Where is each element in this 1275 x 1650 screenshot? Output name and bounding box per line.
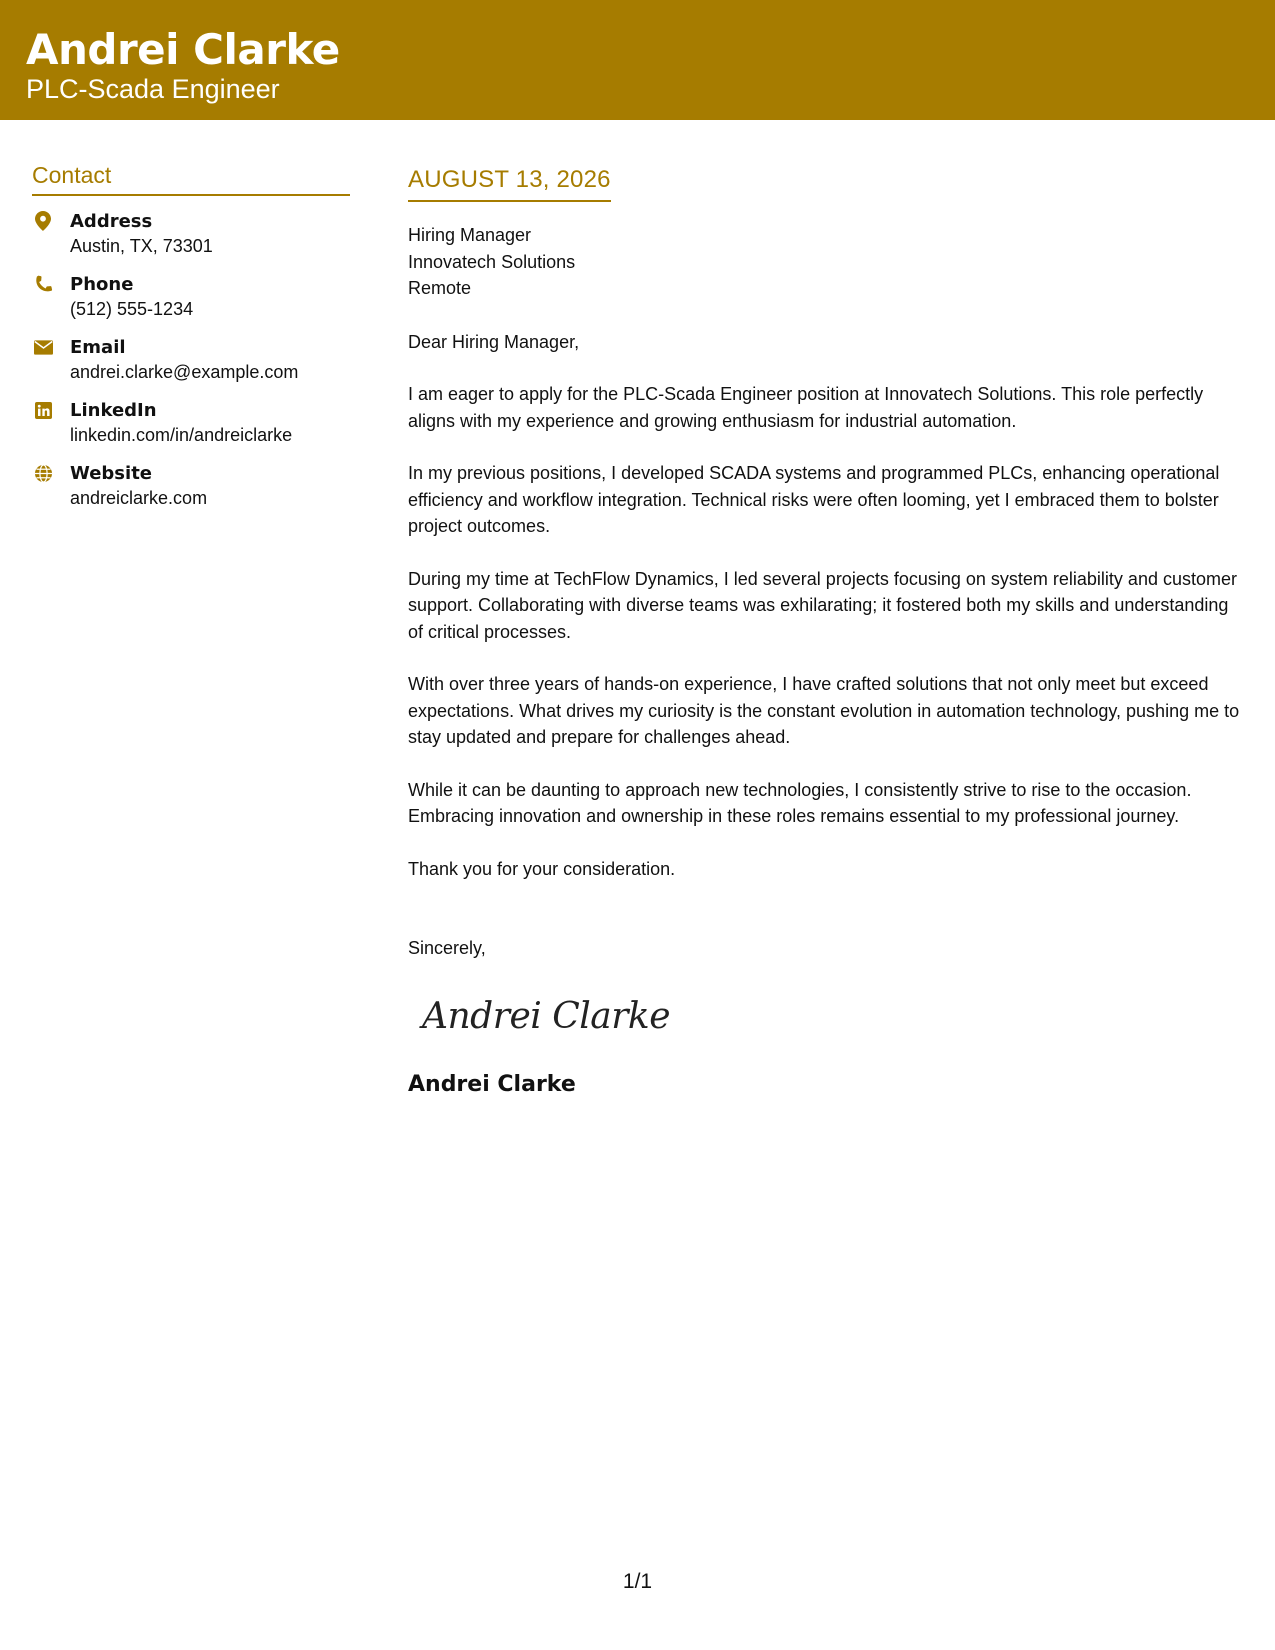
globe-icon [32,462,54,484]
paragraph: In my previous positions, I developed SCADA systems and programmed PLCs, enhancing operational efficiency and workflow integration. Technical risks were often looming, yet I embraced them to bolster project outcomes. [408,463,1220,536]
recipient-company: Innovatech Solutions [408,251,576,272]
contact-value-address: Austin, TX, 73301 [70,236,213,256]
contact-item-phone [32,273,350,336]
contact-item-address [32,210,350,273]
contact-label-linkedin: LinkedIn [70,400,157,421]
contact-item-website [32,462,350,525]
paragraph: I am eager to apply for the PLC-Scada Engineer position at Innovatech Solutions. This role perfectly aligns with my experience and growing enthusiasm for industrial automation. [408,384,1204,431]
contact-label-email: Email [70,337,126,358]
recipient-location: Remote [408,278,472,298]
contact-section-title: Contact [32,160,350,196]
contact-label-address: Address [70,211,153,232]
paragraph: Thank you for your consideration. [408,858,676,879]
map-pin-icon [32,210,54,232]
signer-name: Andrei Clarke [408,1071,576,1097]
paragraph: With over three years of hands-on experience, I have crafted solutions that not only meet but exceed expectations. What drives my curiosity is the constant evolution in automation technology, pushing me to stay updated and prepare for challenges ahead. [408,674,1240,747]
contact-item-linkedin [32,399,350,462]
contact-list [32,210,350,525]
handwritten-signature: Andrei Clarke [422,995,671,1037]
salutation: Dear Hiring Manager, [408,331,580,352]
contact-value-linkedin: linkedin.com/in/andreiclarke [70,425,293,445]
page-number: 1/1 [622,1570,653,1593]
letter-date: AUGUST 13, 2026 [408,164,611,202]
contact-sidebar [32,160,350,525]
closing: Sincerely, [408,938,486,958]
paragraph: While it can be daunting to approach new technologies, I consistently strive to rise to the occasion. Embracing innovation and ownership in these roles remains essential to my professional journey. [408,779,1192,826]
cover-letter-body [408,164,1248,1100]
recipient-name: Hiring Manager [408,225,532,245]
candidate-title: PLC-Scada Engineer [26,74,280,104]
contact-label-phone: Phone [70,274,134,295]
header-banner [0,0,1275,120]
candidate-name: Andrei Clarke [26,25,340,74]
contact-item-email [32,336,350,399]
phone-icon [32,273,54,295]
paragraph: During my time at TechFlow Dynamics, I led several projects focusing on system reliability and customer support. Collaborating with diverse teams was exhilarating; it fostered both my skills and understanding of critical processes. [408,568,1237,642]
linkedin-icon [32,399,54,421]
contact-label-website: Website [70,463,153,484]
contact-value-website: andreiclarke.com [70,488,208,508]
contact-value-email: andrei.clarke@example.com [70,362,299,382]
envelope-icon [32,336,54,358]
contact-value-phone: (512) 555-1234 [70,299,194,319]
recipient-block [408,222,1248,302]
